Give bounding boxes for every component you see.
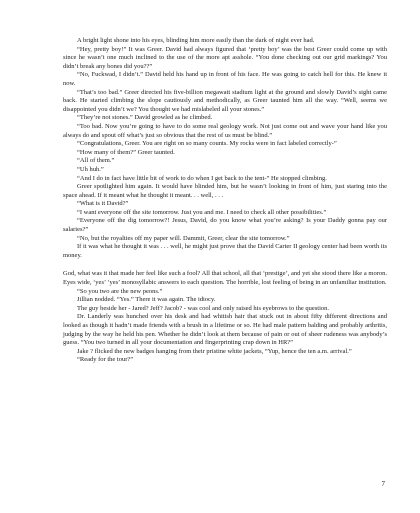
paragraph-8: “How many of them?” Greer taunted. xyxy=(77,148,175,156)
paragraph-10: “Uh huh.” xyxy=(77,165,104,173)
paragraph-11: “And I do in fact have little bit of work to do when I get back to the tent-” He stopped climbing. xyxy=(77,174,327,182)
section-break xyxy=(63,260,387,270)
paragraph-4: “That’s too bad.” Greer directed his five-billion megawatt stadium light at the ground and slowly David’s sight came back. He started climbing the slope cautiously and methodically, as Greer taunted him all the way. “Well, seems we disappointed you didn’t we? You thought we had mislabeled all your stones.” xyxy=(63,88,387,113)
paragraph-1: A bright light shone into his eyes, blinding him more easily than the dark of night ever had. xyxy=(77,37,315,44)
paragraph-5: “They’re not stones.” David growled as he climbed. xyxy=(77,114,213,122)
paragraph-3: “No, Fuckwad, I didn’t.” David held his hand up in front of his face. He was going to catch hell for this. He knew it now. xyxy=(63,71,387,87)
paragraph-16: “No, but the royalties off my paper will. Dammit, Greer, clear the site tomorrow.” xyxy=(77,234,290,242)
paragraph-23: Jake ? flicked the new badges hanging from their pristine white jackets, “Yup, hence the ten a.m. arrival.” xyxy=(77,347,352,355)
paragraph-13: “What is it David?” xyxy=(77,200,129,208)
page-number: 7 xyxy=(381,480,385,488)
paragraph-17: If it was what he thought it was . . . well, he might just prove that the David Carter II geology center had been worth its money. xyxy=(63,243,387,259)
paragraph-12: Greer spotlighted him again. It would have blinded him, but he wasn’t looking in front of him, just staring into the space ahead. If it meant what he thought it meant. . . well, . . . xyxy=(63,183,387,199)
paragraph-7: “Congratulations, Greer. You are right on so many counts. My rocks were in fact labeled correctly-” xyxy=(77,140,337,148)
paragraph-2: “Hey, pretty boy!” It was Greer. David had always figured that ‘pretty boy’ was the best Greer could come up with since he wasn’t one much inclined to the use of the more apt asshole. “You done checking out our grid markings? You didn’t break any bones did you??” xyxy=(63,45,387,70)
paragraph-20: Jillian nodded. “Yes.” There it was again. The idiocy. xyxy=(77,296,216,304)
paragraph-9: “All of them.” xyxy=(77,157,115,165)
paragraph-24: “Ready for the tour?” xyxy=(77,356,134,364)
paragraph-15: “Everyone off the dig tomorrow?! Jesus, David, do you know what you’re asking? Is your Daddy gonna pay our salaries?” xyxy=(63,217,387,234)
paragraph-22: Dr. Landerly was hunched over his desk and had whitish hair that stuck out in about fifty different directions and looked as though it hadn’t made friends with a brush in a lifetime or so. He had male pattern balding and probably arthritis, judging by the way he held his pen. Whether he didn’t look at them because of pain or out of sheer rudeness was anybody’s guess. “You two turned in all your documentation and fingerprinting crap down in HR?” xyxy=(63,313,387,347)
paragraph-21: The guy beside her - Jared? Jeff? Jacob? - was cool and only raised his eyebrows to the question. xyxy=(77,304,330,312)
paragraph-19: “So you two are the new peons.” xyxy=(77,287,163,295)
paragraph-18: God, what was it that made her feel like such a fool? All that school, all that ‘prestige’, and yet she stood there like a moron. Eyes wide, ‘yes’ ‘yes’ monosyllabic answers to each question. The horrible, lost feeling of being in an unfamiliar institution. xyxy=(63,270,387,287)
paragraph-6: “Too bad. Now you’re going to have to do some real geology work. Not just come out and wave your hand like you always do and spout off what’s just so obvious that the rest of us must be blind.” xyxy=(63,122,387,139)
paragraph-14: “I want everyone off the site tomorrow. Just you and me. I need to check all other possibilities.” xyxy=(77,208,327,216)
